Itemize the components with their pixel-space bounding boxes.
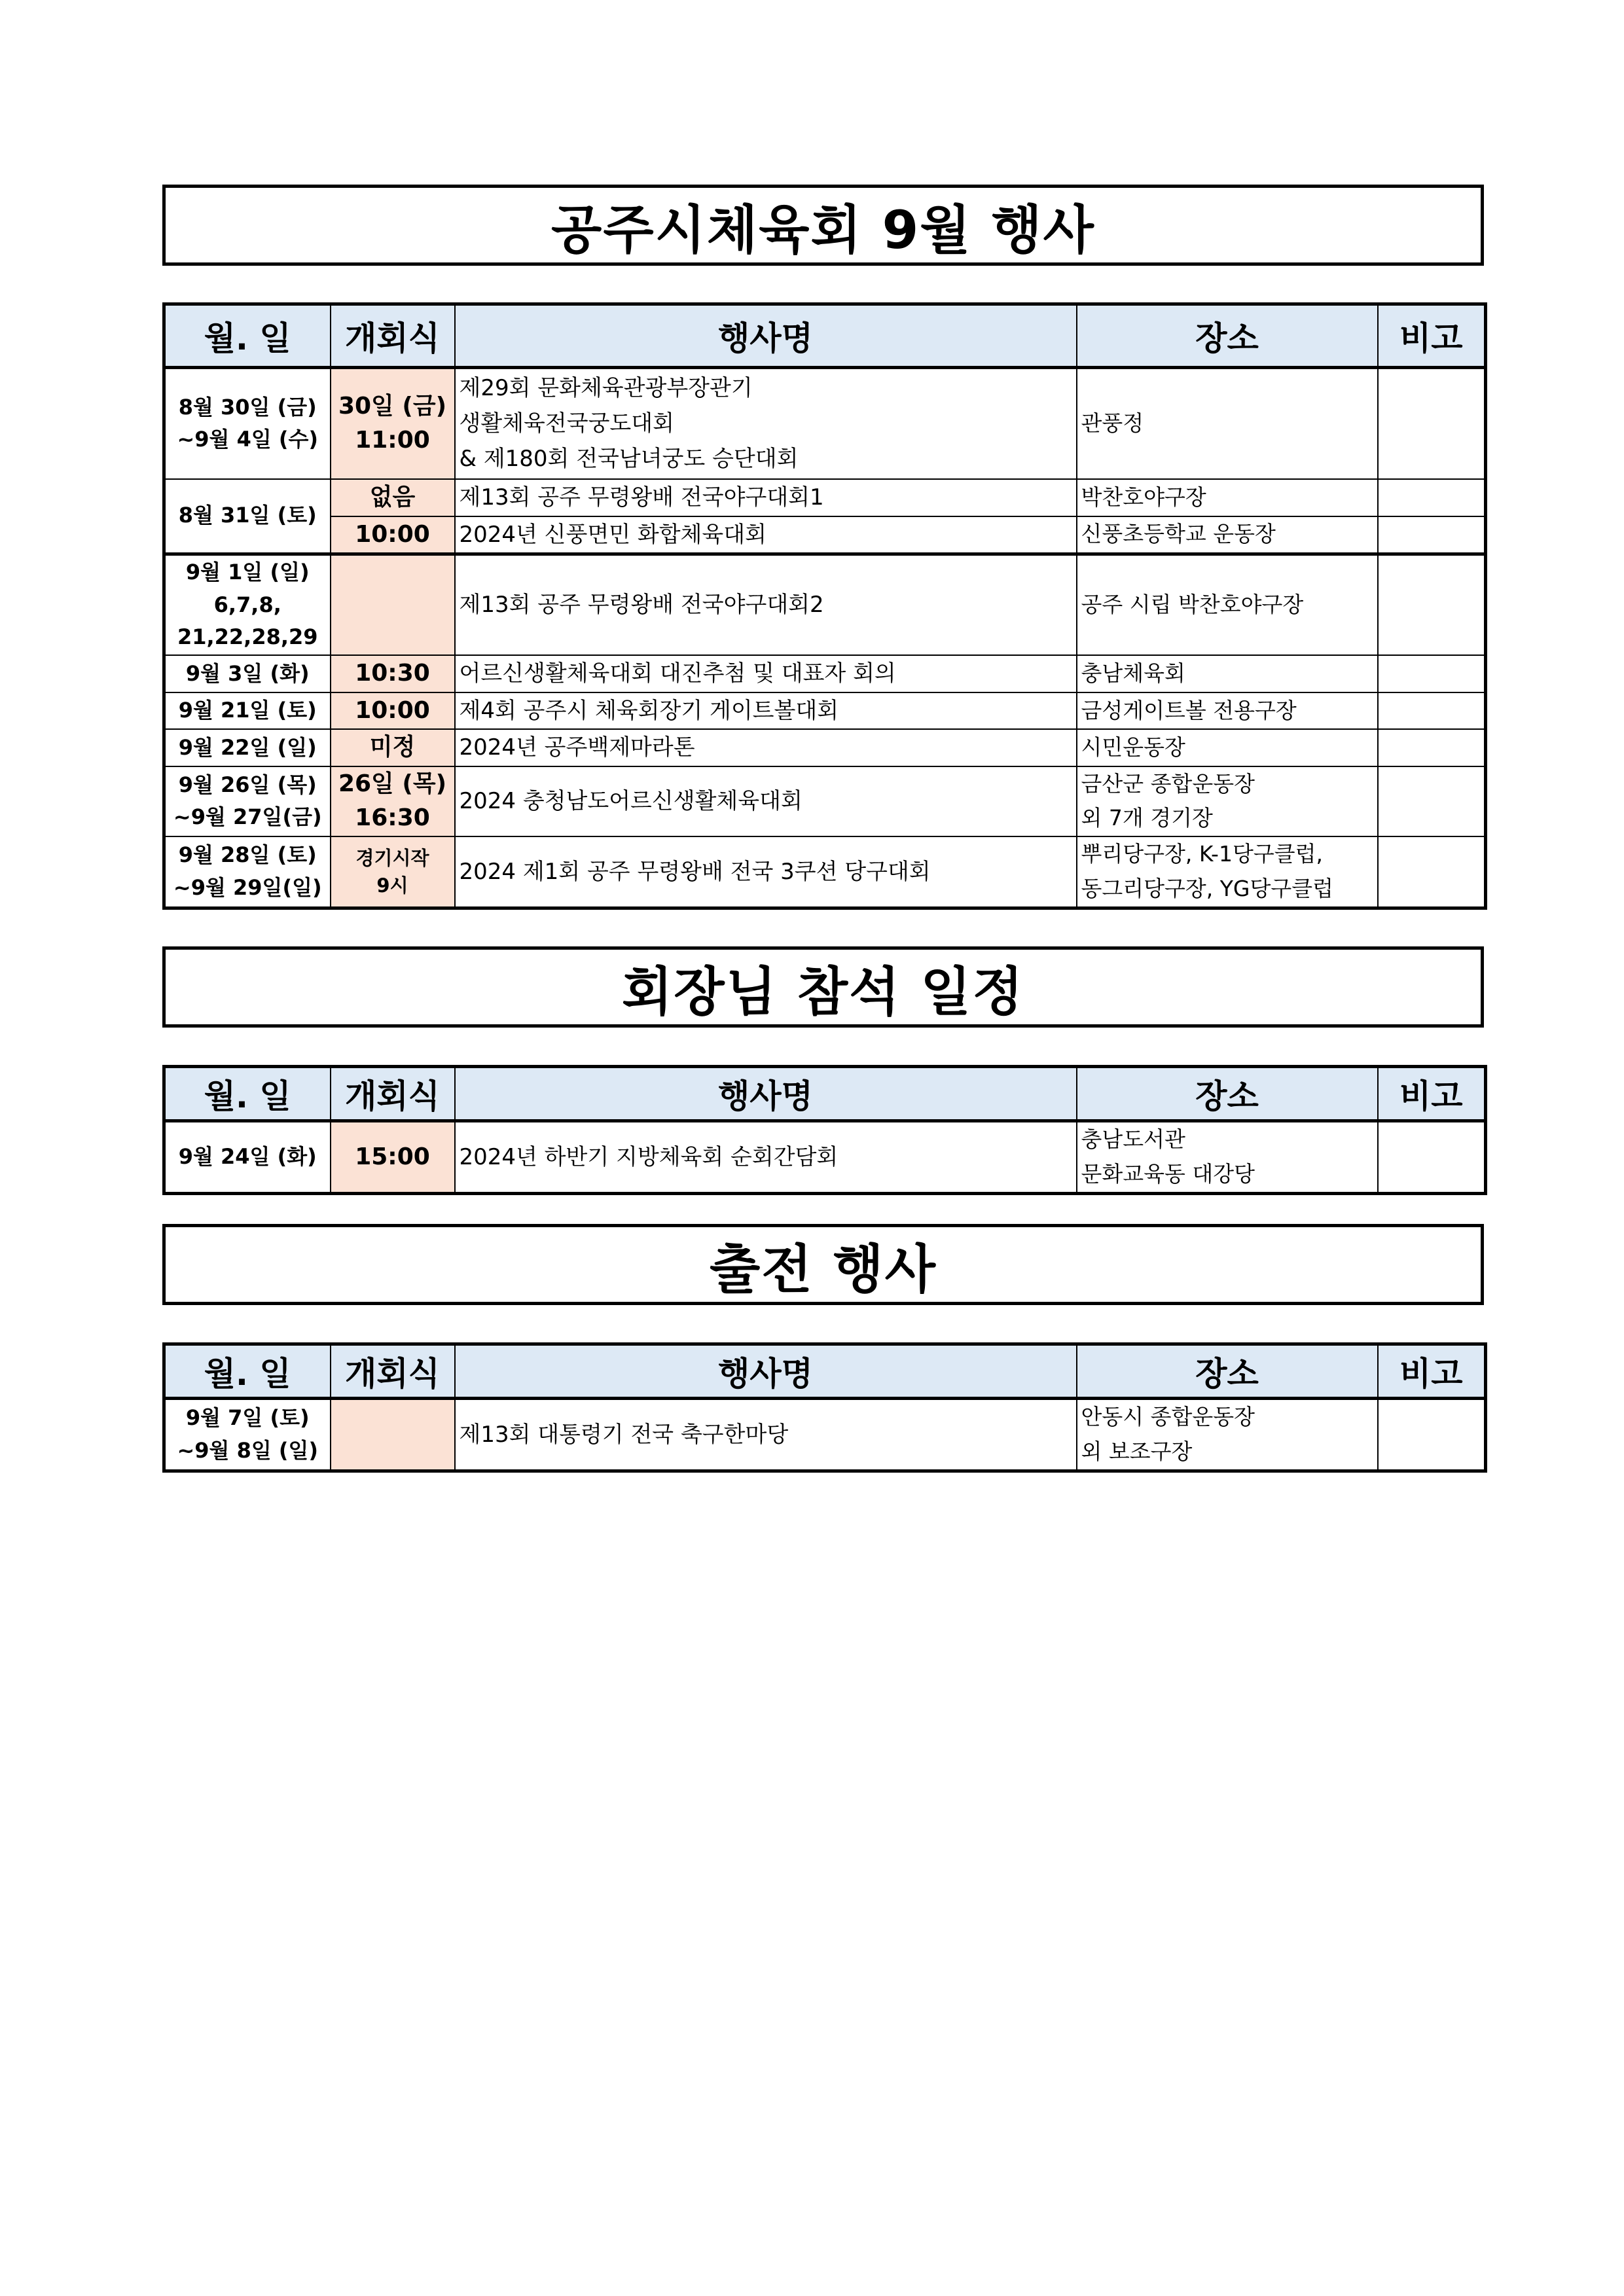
- row-place: 충남도서관 문화교육동 대강당: [1077, 1121, 1378, 1194]
- table-row: [164, 836, 1486, 908]
- row-date: 9월 1일 (일) 6,7,8, 21,22,28,29: [164, 554, 331, 655]
- row-event: 제13회 공주 무령왕배 전국야구대회2: [455, 554, 1077, 655]
- row-note: [1378, 655, 1486, 692]
- row-date: 8월 30일 (금) ~9월 4일 (수): [164, 368, 331, 479]
- chairman-schedule-table: [162, 1065, 1487, 1195]
- row-place: 시민운동장: [1077, 729, 1378, 766]
- participation-events-table: [162, 1342, 1487, 1473]
- header-place: 장소: [1077, 1344, 1378, 1399]
- header-event: 행사명: [455, 1344, 1077, 1399]
- row-place: 금성게이트볼 전용구장: [1077, 692, 1378, 729]
- row-date: 9월 24일 (화): [164, 1121, 331, 1194]
- row-event: 제4회 공주시 체육회장기 게이트볼대회: [455, 692, 1077, 729]
- table-row: [164, 1121, 1486, 1194]
- row-opening: [331, 1399, 455, 1471]
- row-opening: 경기시작 9시: [331, 836, 455, 908]
- row-event: 제29회 문화체육관광부장관기 생활체육전국궁도대회 & 제180회 전국남녀궁도 승단대회: [455, 368, 1077, 479]
- table-row: [164, 479, 1486, 516]
- section-title-text: 회장님 참석 일정: [622, 961, 1024, 1022]
- table-row: [164, 1399, 1486, 1471]
- row-date: 9월 22일 (일): [164, 729, 331, 766]
- header-place: 장소: [1077, 304, 1378, 368]
- row-note: [1378, 692, 1486, 729]
- row-opening: 30일 (금) 11:00: [331, 368, 455, 479]
- row-event: 제13회 대통령기 전국 축구한마당: [455, 1399, 1077, 1471]
- row-place: 공주 시립 박찬호야구장: [1077, 554, 1378, 655]
- header-place: 장소: [1077, 1067, 1378, 1121]
- row-place: 안동시 종합운동장 외 보조구장: [1077, 1399, 1378, 1471]
- row-event: 제13회 공주 무령왕배 전국야구대회1: [455, 479, 1077, 516]
- row-note: [1378, 516, 1486, 554]
- row-opening: 미정: [331, 729, 455, 766]
- table-header-row: [164, 304, 1486, 368]
- section-title-monthly-events: [162, 185, 1484, 266]
- row-opening: 10:00: [331, 516, 455, 554]
- table-row: [164, 554, 1486, 655]
- row-date: 8월 31일 (토): [164, 479, 331, 554]
- row-opening: 26일 (목) 16:30: [331, 766, 455, 837]
- table-row: [164, 766, 1486, 837]
- header-opening: 개회식: [331, 1067, 455, 1121]
- header-date: 월. 일: [164, 304, 331, 368]
- row-place: 박찬호야구장: [1077, 479, 1378, 516]
- table-row: [164, 692, 1486, 729]
- header-event: 행사명: [455, 1067, 1077, 1121]
- row-opening: 15:00: [331, 1121, 455, 1194]
- table-row: [164, 516, 1486, 554]
- row-date: 9월 26일 (목) ~9월 27일(금): [164, 766, 331, 837]
- row-event: 2024 충청남도어르신생활체육대회: [455, 766, 1077, 837]
- table-row: [164, 729, 1486, 766]
- row-note: [1378, 479, 1486, 516]
- row-event: 2024 제1회 공주 무령왕배 전국 3쿠션 당구대회: [455, 836, 1077, 908]
- section-title-text: 출전 행사: [710, 1238, 937, 1300]
- row-event: 2024년 신풍면민 화합체육대회: [455, 516, 1077, 554]
- row-date: 9월 3일 (화): [164, 655, 331, 692]
- row-date: 9월 21일 (토): [164, 692, 331, 729]
- header-date: 월. 일: [164, 1067, 331, 1121]
- header-note: 비고: [1378, 1344, 1486, 1399]
- header-opening: 개회식: [331, 1344, 455, 1399]
- table-row: [164, 368, 1486, 479]
- row-note: [1378, 368, 1486, 479]
- row-place: 충남체육회: [1077, 655, 1378, 692]
- row-place: 신풍초등학교 운동장: [1077, 516, 1378, 554]
- header-event: 행사명: [455, 304, 1077, 368]
- section-title-text: 공주시체육회 9월 행사: [551, 199, 1095, 260]
- monthly-events-table: [162, 302, 1487, 910]
- row-note: [1378, 1399, 1486, 1471]
- section-title-chairman-schedule: [162, 946, 1484, 1028]
- row-event: 어르신생활체육대회 대진추첨 및 대표자 회의: [455, 655, 1077, 692]
- table-row: [164, 655, 1486, 692]
- row-opening: [331, 554, 455, 655]
- row-place: 금산군 종합운동장 외 7개 경기장: [1077, 766, 1378, 837]
- row-note: [1378, 554, 1486, 655]
- row-place: 뿌리당구장, K-1당구클럽, 동그리당구장, YG당구클럽: [1077, 836, 1378, 908]
- row-opening: 없음: [331, 479, 455, 516]
- row-note: [1378, 766, 1486, 837]
- header-note: 비고: [1378, 1067, 1486, 1121]
- row-event: 2024년 공주백제마라톤: [455, 729, 1077, 766]
- row-note: [1378, 836, 1486, 908]
- row-note: [1378, 729, 1486, 766]
- row-note: [1378, 1121, 1486, 1194]
- header-date: 월. 일: [164, 1344, 331, 1399]
- header-opening: 개회식: [331, 304, 455, 368]
- row-event: 2024년 하반기 지방체육회 순회간담회: [455, 1121, 1077, 1194]
- table-header-row: [164, 1344, 1486, 1399]
- row-date: 9월 7일 (토) ~9월 8일 (일): [164, 1399, 331, 1471]
- row-date: 9월 28일 (토) ~9월 29일(일): [164, 836, 331, 908]
- row-place: 관풍정: [1077, 368, 1378, 479]
- row-opening: 10:00: [331, 692, 455, 729]
- row-opening: 10:30: [331, 655, 455, 692]
- header-note: 비고: [1378, 304, 1486, 368]
- section-title-participation-events: [162, 1224, 1484, 1305]
- table-header-row: [164, 1067, 1486, 1121]
